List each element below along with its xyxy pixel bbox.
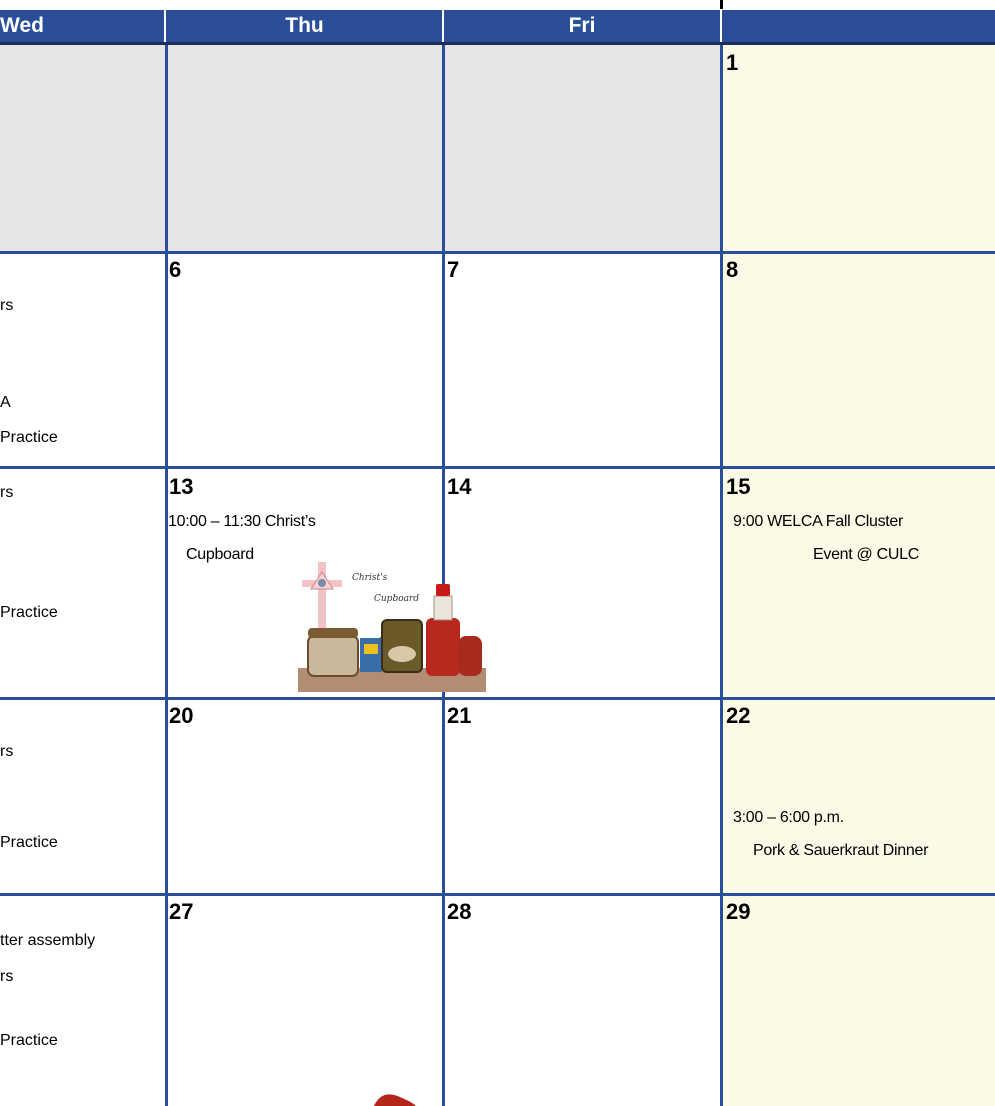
header-thu-label: Thu <box>285 14 324 37</box>
header-sat <box>721 10 995 42</box>
divider-tick <box>720 0 723 9</box>
event-text: Practice <box>0 429 58 446</box>
saturday-column <box>721 252 995 1106</box>
event-text: Practice <box>0 1032 58 1049</box>
event-text: rs <box>0 968 14 985</box>
event-text: Practice <box>0 834 58 851</box>
grid-line <box>720 45 723 1106</box>
day-number: 1 <box>726 50 739 75</box>
cell-sat-1[interactable] <box>721 45 995 252</box>
grid-line <box>0 251 995 254</box>
leaf-icon <box>372 1092 418 1106</box>
event-text: Practice <box>0 604 58 621</box>
event-text: tter assembly <box>0 932 96 949</box>
day-number: 20 <box>169 703 194 728</box>
event-title[interactable]: 3:00 – 6:00 p.m. <box>733 809 844 826</box>
event-title[interactable]: 9:00 WELCA Fall Cluster <box>733 513 904 530</box>
header-fri <box>443 10 721 42</box>
cell-blank <box>0 45 166 252</box>
day-number: 21 <box>447 703 472 728</box>
day-number: 29 <box>726 899 751 924</box>
day-number: 13 <box>169 474 194 499</box>
header-wed-label: Wed <box>0 14 44 37</box>
event-title[interactable]: Pork & Sauerkraut Dinner <box>753 842 929 859</box>
header-thu <box>166 10 443 42</box>
christs-cupboard-logo <box>298 556 486 692</box>
event-text: rs <box>0 743 14 760</box>
day-number: 6 <box>169 257 182 282</box>
event-title[interactable]: 10:00 – 11:30 Christ’s <box>168 513 316 530</box>
event-text: rs <box>0 484 14 501</box>
header-fri-label: Fri <box>568 14 596 37</box>
grid-line <box>0 697 995 700</box>
header-divider <box>442 10 444 42</box>
header-wed <box>0 10 166 42</box>
day-number: 8 <box>726 257 739 282</box>
logo-line2: Cupboard <box>374 594 420 604</box>
day-number: 27 <box>169 899 194 924</box>
grid-line <box>165 45 168 1106</box>
day-number: 15 <box>726 474 751 499</box>
event-text: rs <box>0 297 14 314</box>
cell-blank <box>166 45 443 252</box>
header-divider <box>164 10 166 42</box>
day-number: 22 <box>726 703 751 728</box>
cell-blank <box>443 45 721 252</box>
event-title[interactable]: Event @ CULC <box>813 546 920 563</box>
event-text: A <box>0 394 11 411</box>
grid-line <box>0 466 995 469</box>
day-number: 14 <box>447 474 472 499</box>
header-divider <box>720 10 722 42</box>
day-number: 7 <box>447 257 460 282</box>
grid-line <box>0 893 995 896</box>
logo-line1: Christ's <box>352 573 388 583</box>
top-strip <box>0 0 995 10</box>
day-number: 28 <box>447 899 472 924</box>
event-title[interactable]: Cupboard <box>186 546 254 563</box>
